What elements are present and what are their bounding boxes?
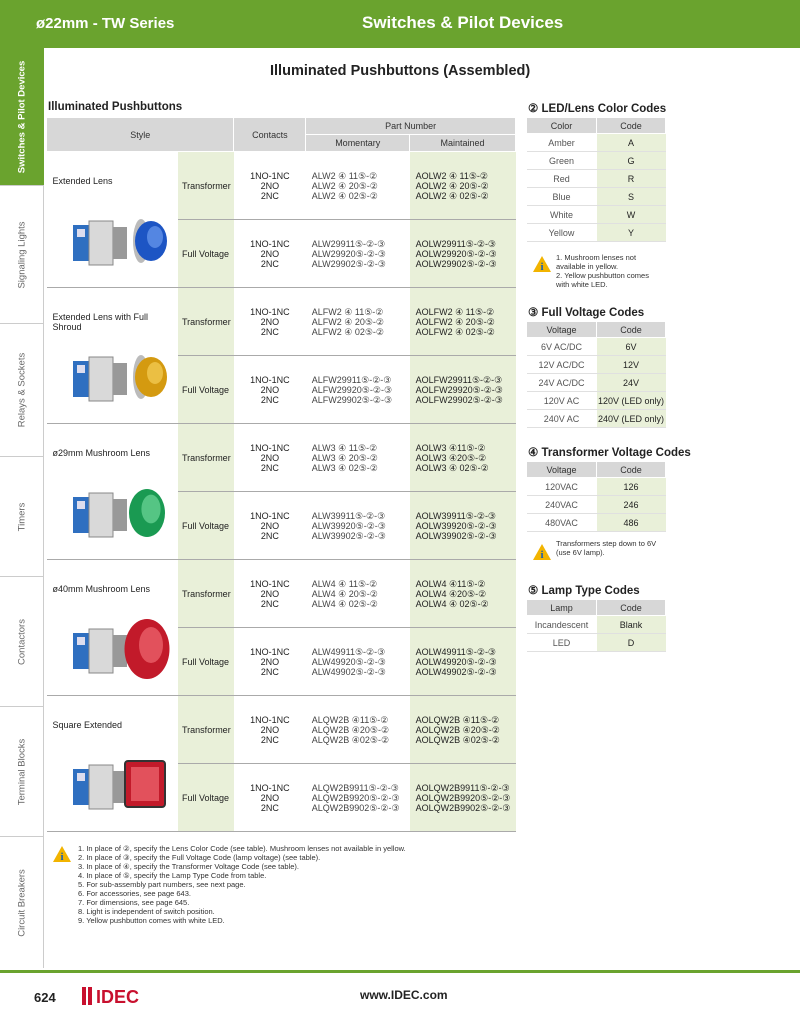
maintained-cell [410,424,516,492]
type-cell: Full Voltage [178,764,234,832]
cell-line: 2NC [260,666,279,677]
key-cell: White [527,206,597,224]
type-cell: Full Voltage [178,628,234,696]
key-cell: 12V AC/DC [527,356,597,374]
style-name: ø29mm Mushroom Lens [52,448,151,458]
page-title: Illuminated Pushbuttons (Assembled) [270,63,531,79]
transformer-heading: ④ Transformer Voltage Codes [528,447,691,459]
contacts-cell [234,356,306,424]
table-row [527,206,666,224]
cell-line: 1NO-1NC [250,578,290,589]
sidebar-tab-label: Terminal Blocks [16,738,28,805]
cell-line: 2NC [260,394,279,405]
sidebar-tab-contactors[interactable] [0,577,44,707]
cell-line: AOLW49920⑤-②-③ [415,656,497,667]
code-cell: W [597,206,666,224]
key-cell: Green [527,152,597,170]
cell-line: 2NO [260,656,280,667]
cell-line: AOLQW2B ④20⑤-② [415,724,500,735]
cell-line: AOLW39902⑤-②-③ [415,530,497,541]
cell-line: 2NO [260,316,280,327]
sidebar [0,48,44,968]
table-row [527,374,666,392]
table-row [47,152,516,220]
cell-line: 2NC [260,530,279,541]
cell-line: ALQW2B ④20⑤-② [311,724,390,735]
note-item: 2. Yellow pushbutton comes with white LED. [556,271,649,289]
sidebar-tab-label: Timers [16,502,28,531]
cell-line: ALFW2 ④ 02⑤-② [311,326,385,337]
cell-line: ALW39920⑤-②-③ [311,520,386,531]
key-cell: LED [527,634,597,652]
code-cell: 24V [597,374,666,392]
cell-line: ALFW29911⑤-②-③ [311,374,392,385]
cell-line: AOLW49911⑤-②-③ [415,646,497,657]
momentary-cell [306,288,410,356]
momentary-cell [306,356,410,424]
contacts-header: Contacts [234,118,306,152]
cell-line: AOLFW29902⑤-②-③ [415,394,503,405]
code-header: Code [597,118,666,134]
cell-line: AOLW4 ④11⑤-② [415,578,486,589]
cell-line: 1NO-1NC [250,306,290,317]
style-name: Extended Lens with Full Shroud [52,312,149,332]
info-icon [52,845,72,863]
transformer-notes [556,539,666,557]
table-row [47,424,516,492]
table-row [527,616,666,634]
svg-text:i: i [540,549,544,561]
note-item: 4. In place of ⑤, specify the Lamp Type Code from table. [78,871,267,880]
page-number: 624 [34,990,56,1005]
table-row [47,288,516,356]
cell-line: ALW49911⑤-②-③ [311,646,386,657]
key-cell: 120V AC [527,392,597,410]
logo-text: IDEC [96,987,140,1007]
code-cell: R [597,170,666,188]
style-cell [47,152,179,288]
sidebar-tab-signaling[interactable] [0,186,44,324]
cell-line: ALW39911⑤-②-③ [311,510,386,521]
sidebar-tab-label: Switches & Pilot Devices [16,60,28,173]
style-name: Extended Lens [52,176,113,186]
table-row [527,170,666,188]
key-cell: 6V AC/DC [527,338,597,356]
main-table-heading: Illuminated Pushbuttons [48,101,183,113]
table-row [527,634,666,652]
note-item: 3. In place of ④, specify the Transformer Voltage Code (see table). [78,862,300,871]
table-row [527,356,666,374]
key-cell: 24V AC/DC [527,374,597,392]
key-cell: 120VAC [527,478,597,496]
type-cell: Full Voltage [178,356,234,424]
info-icon [532,255,552,273]
note-item: 1. Mushroom lenses not available in yellow. [556,253,637,271]
table-row [47,696,516,764]
code-cell: 120V (LED only) [597,392,666,410]
note-item: 9. Yellow pushbutton comes with white LED. [78,916,225,925]
maintained-header: Maintained [410,135,516,152]
table-row [527,410,666,428]
color-header: Color [527,118,597,134]
cell-line: 2NC [260,326,279,337]
key-cell: Yellow [527,224,597,242]
type-cell: Transformer [178,424,234,492]
table-row [47,560,516,628]
cell-line: 1NO-1NC [250,510,290,521]
cell-line: 2NO [260,520,280,531]
contacts-cell [234,492,306,560]
code-cell: 246 [597,496,666,514]
type-cell: Full Voltage [178,220,234,288]
cell-line: 1NO-1NC [250,238,290,249]
key-cell: Incandescent [527,616,597,634]
red-square-pushbutton-image [67,751,177,821]
svg-text:i: i [60,851,64,863]
cell-line: ALW49902⑤-②-③ [311,666,386,677]
key-cell: Blue [527,188,597,206]
cell-line: AOLQW2B ④11⑤-② [415,714,500,725]
note-item: 6. For accessories, see page 643. [78,889,191,898]
cell-line: 1NO-1NC [250,374,290,385]
cell-line: ALW2 ④ 11⑤-② [311,170,378,181]
cell-line: AOLQW2B9920⑤-②-③ [415,792,511,803]
cell-line: ALQW2B9902⑤-②-③ [311,802,400,813]
table-row [527,392,666,410]
cell-line: 2NO [260,724,280,735]
sidebar-tab-label: Relays & Sockets [16,352,28,428]
key-cell: 480VAC [527,514,597,532]
cell-line: 2NO [260,792,280,803]
note-item: 1. In place of ②, specify the Lens Color Code (see table). Mushroom lenses not available in yellow. [78,844,406,853]
cell-line: 2NO [260,248,280,259]
style-cell [47,424,179,560]
key-cell: Amber [527,134,597,152]
sidebar-tab-circuit-breakers[interactable] [0,837,44,968]
cell-line: 1NO-1NC [250,782,290,793]
part-number-table [46,117,516,832]
series-title: ø22mm - TW Series [36,15,175,32]
lens-codes-heading: ② LED/Lens Color Codes [528,103,667,115]
maintained-cell [410,764,516,832]
sidebar-tab-label: Contactors [16,618,28,665]
key-cell: 240V AC [527,410,597,428]
cell-line: 2NC [260,258,279,269]
cell-line: ALW4 ④ 02⑤-② [311,598,378,609]
red-mushroom-pushbutton-image [67,615,177,685]
cell-line: AOLW2 ④ 02⑤-② [415,190,489,201]
code-header: Code [597,322,666,338]
code-cell: D [597,634,666,652]
style-cell [47,288,179,424]
cell-line: AOLFW2 ④ 02⑤-② [415,326,495,337]
key-cell: Red [527,170,597,188]
table-row [527,224,666,242]
sidebar-tab-timers[interactable] [0,457,44,577]
cell-line: ALW4 ④ 20⑤-② [311,588,378,599]
table-row [527,188,666,206]
code-cell: S [597,188,666,206]
contacts-cell [234,220,306,288]
momentary-cell [306,764,410,832]
contacts-cell [234,288,306,356]
contacts-cell [234,424,306,492]
type-cell: Transformer [178,696,234,764]
cell-line: ALQW2B ④11⑤-② [311,714,389,725]
cell-line: 2NO [260,180,280,191]
style-name: ø40mm Mushroom Lens [52,584,151,594]
full-voltage-table [526,321,666,428]
cell-line: ALW49920⑤-②-③ [311,656,386,667]
cell-line: AOLW3 ④20⑤-② [415,452,487,463]
contacts-cell [234,628,306,696]
code-cell: 486 [597,514,666,532]
cell-line: ALQW2B9920⑤-②-③ [311,792,400,803]
momentary-cell [306,152,410,220]
voltage-header: Voltage [527,322,597,338]
maintained-cell [410,288,516,356]
code-cell: Y [597,224,666,242]
code-header: Code [597,600,666,616]
cell-line: 2NC [260,802,279,813]
cell-line: AOLW2 ④ 11⑤-② [415,170,488,181]
contacts-cell [234,152,306,220]
cell-line: ALW3 ④ 11⑤-② [311,442,378,453]
maintained-cell [410,152,516,220]
momentary-cell [306,492,410,560]
cell-line: ALW2 ④ 02⑤-② [311,190,378,201]
cell-line: ALW39902⑤-②-③ [311,530,386,541]
part-number-header: Part Number [306,118,516,135]
cell-line: 1NO-1NC [250,714,290,725]
maintained-cell [410,492,516,560]
note-item: 7. For dimensions, see page 645. [78,898,190,907]
table-row [527,134,666,152]
sidebar-tab-terminal-blocks[interactable] [0,707,44,837]
cell-line: AOLQW2B9902⑤-②-③ [415,802,511,813]
style-cell [47,560,179,696]
maintained-cell [410,220,516,288]
table-row [527,152,666,170]
cell-line: AOLW3 ④11⑤-② [415,442,486,453]
main-notes [78,844,478,925]
cell-line: AOLQW2B ④02⑤-② [415,734,500,745]
code-header: Code [597,462,666,478]
cell-line: ALFW2 ④ 20⑤-② [311,316,385,327]
code-cell: 240V (LED only) [597,410,666,428]
footer-line [0,970,800,973]
contacts-cell [234,696,306,764]
code-cell: A [597,134,666,152]
cell-line: AOLW4 ④ 02⑤-② [415,598,489,609]
cell-line: AOLFW2 ④ 20⑤-② [415,316,495,327]
momentary-cell [306,424,410,492]
type-cell: Transformer [178,288,234,356]
cell-line: AOLW39911⑤-②-③ [415,510,497,521]
code-cell: G [597,152,666,170]
info-icon [532,543,552,561]
sidebar-tab-label: Circuit Breakers [16,868,28,937]
lens-notes [556,253,664,289]
contacts-cell [234,764,306,832]
cell-line: AOLW49902⑤-②-③ [415,666,497,677]
cell-line: ALFW29920⑤-②-③ [311,384,393,395]
cell-line: ALQW2B ④02⑤-② [311,734,390,745]
cell-line: AOLW4 ④20⑤-② [415,588,487,599]
sidebar-tab-label: Signaling Lights [16,220,28,289]
cell-line: 2NO [260,588,280,599]
header-bar [0,0,800,48]
cell-line: 2NC [260,190,279,201]
cell-line: AOLFW29911⑤-②-③ [415,374,503,385]
blue-extended-pushbutton-image [67,207,177,277]
green-mushroom-pushbutton-image [67,479,177,549]
code-cell: 126 [597,478,666,496]
type-cell: Full Voltage [178,492,234,560]
style-name: Square Extended [52,720,123,730]
cell-line: ALW29911⑤-②-③ [311,238,386,249]
lamp-header: Lamp [527,600,597,616]
cell-line: 1NO-1NC [250,442,290,453]
cell-line: 1NO-1NC [250,646,290,657]
section-title: Switches & Pilot Devices [362,13,564,32]
sidebar-tab-relays[interactable] [0,324,44,457]
momentary-cell [306,220,410,288]
maintained-cell [410,696,516,764]
cell-line: ALFW29902⑤-②-③ [311,394,393,405]
code-cell: 12V [597,356,666,374]
note-item: 2. In place of ③, specify the Full Voltage Code (lamp voltage) (see table). [78,853,321,862]
lamp-table [526,599,666,652]
cell-line: ALW2 ④ 20⑤-② [311,180,378,191]
note-item: Transformers step down to 6V (use 6V lamp). [556,539,657,557]
cell-line: ALW29920⑤-②-③ [311,248,386,259]
idec-logo [82,985,152,1012]
note-item: 8. Light is independent of switch position. [78,907,215,916]
code-cell: 6V [597,338,666,356]
momentary-cell [306,560,410,628]
cell-line: ALFW2 ④ 11⑤-② [311,306,384,317]
cell-line: AOLW29911⑤-②-③ [415,238,497,249]
amber-shrouded-pushbutton-image [67,343,177,413]
style-cell [47,696,179,832]
type-cell: Transformer [178,560,234,628]
cell-line: 2NO [260,452,280,463]
table-row [527,338,666,356]
maintained-cell [410,628,516,696]
voltage-header: Voltage [527,462,597,478]
cell-line: AOLQW2B9911⑤-②-③ [415,782,510,793]
table-row [527,496,666,514]
maintained-cell [410,356,516,424]
transformer-table [526,461,666,532]
cell-line: AOLW39920⑤-②-③ [415,520,497,531]
cell-line: AOLFW29920⑤-②-③ [415,384,503,395]
cell-line: AOLW29902⑤-②-③ [415,258,497,269]
note-item: 5. For sub-assembly part numbers, see next page. [78,880,246,889]
type-cell: Transformer [178,152,234,220]
cell-line: ALW29902⑤-②-③ [311,258,386,269]
cell-line: ALQW2B9911⑤-②-③ [311,782,399,793]
lamp-heading: ⑤ Lamp Type Codes [528,585,640,597]
lens-codes-table [526,117,666,242]
website-url[interactable]: www.IDEC.com [360,988,448,1002]
style-header: Style [47,118,234,152]
full-voltage-heading: ③ Full Voltage Codes [528,307,645,319]
table-row [527,478,666,496]
cell-line: ALW4 ④ 11⑤-② [311,578,378,589]
momentary-header: Momentary [306,135,410,152]
cell-line: 2NC [260,734,279,745]
cell-line: 2NC [260,598,279,609]
maintained-cell [410,560,516,628]
momentary-cell [306,628,410,696]
cell-line: 1NO-1NC [250,170,290,181]
contacts-cell [234,560,306,628]
cell-line: ALW3 ④ 02⑤-② [311,462,378,473]
sidebar-tab-switches[interactable] [0,48,44,186]
table-row [527,514,666,532]
momentary-cell [306,696,410,764]
code-cell: Blank [597,616,666,634]
cell-line: AOLW3 ④ 02⑤-② [415,462,489,473]
cell-line: 2NC [260,462,279,473]
svg-text:i: i [540,261,544,273]
cell-line: ALW3 ④ 20⑤-② [311,452,378,463]
cell-line: AOLFW2 ④ 11⑤-② [415,306,495,317]
cell-line: AOLW29920⑤-②-③ [415,248,497,259]
key-cell: 240VAC [527,496,597,514]
cell-line: AOLW2 ④ 20⑤-② [415,180,489,191]
cell-line: 2NO [260,384,280,395]
